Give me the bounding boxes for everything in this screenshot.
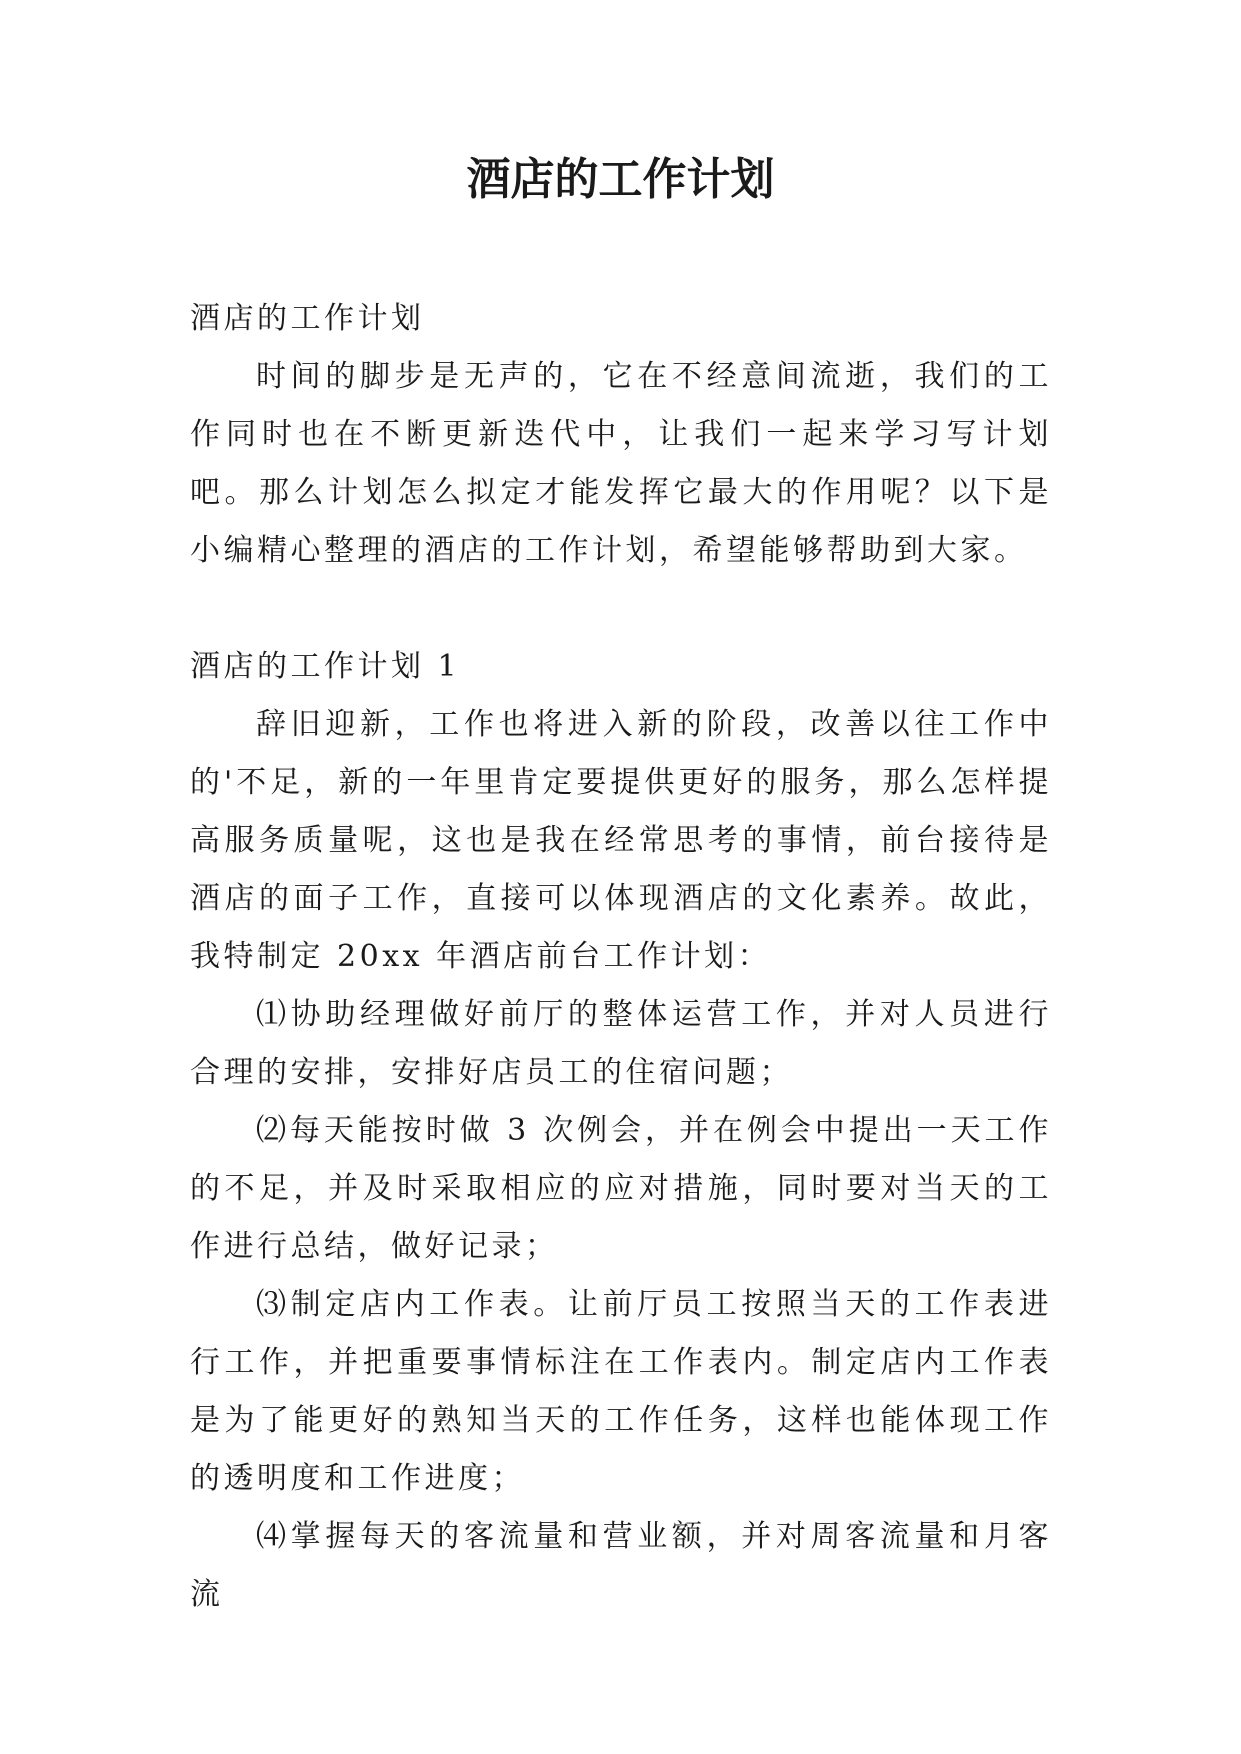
section-spacer: [190, 580, 1052, 638]
section1-heading: 酒店的工作计划 1: [190, 649, 461, 684]
list-item: ⑷掌握每天的客流量和营业额，并对周客流量和月客流: [190, 1519, 1052, 1612]
document-body: [190, 290, 1052, 1624]
intro-heading: 酒店的工作计划: [190, 301, 425, 336]
intro-paragraph: 时间的脚步是无声的，它在不经意间流逝，我们的工作同时也在不断更新迭代中，让我们一起来学习写计划吧。那么计划怎么拟定才能发挥它最大的作用呢？以下是小编精心整理的酒店的工作计划，希望能够帮助到大家。: [190, 359, 1052, 568]
section1-paragraph: 辞旧迎新，工作也将进入新的阶段，改善以往工作中的'不足，新的一年里肯定要提供更好的服务，那么怎样提高服务质量呢，这也是我在经常思考的事情，前台接待是酒店的面子工作，直接可以体现酒店的文化素养。故此，我特制定 20xx 年酒店前台工作计划：: [190, 707, 1052, 974]
list-item: ⑶制定店内工作表。让前厅员工按照当天的工作表进行工作，并把重要事情标注在工作表内。制定店内工作表是为了能更好的熟知当天的工作任务，这样也能体现工作的透明度和工作进度；: [190, 1287, 1052, 1496]
list-item: ⑵每天能按时做 3 次例会，并在例会中提出一天工作的不足，并及时采取相应的应对措施，同时要对当天的工作进行总结，做好记录；: [190, 1113, 1052, 1264]
list-item: ⑴协助经理做好前厅的整体运营工作，并对人员进行合理的安排，安排好店员工的住宿问题；: [190, 997, 1052, 1090]
document-title: 酒店的工作计划: [466, 154, 775, 205]
